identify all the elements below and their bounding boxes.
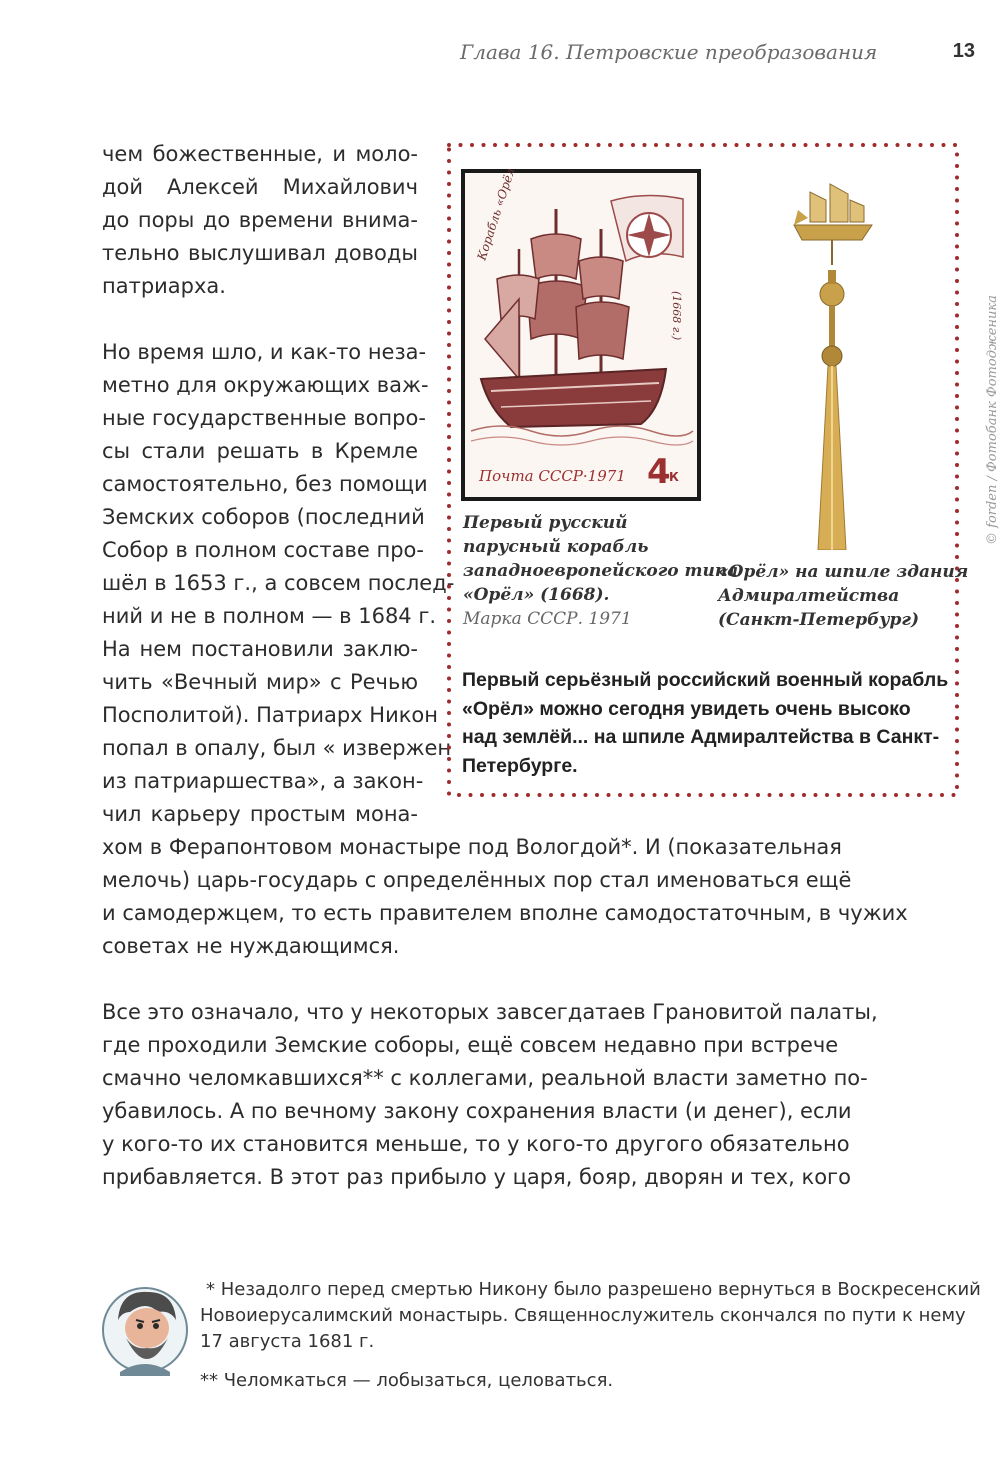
stamp-post-label: Почта СССР·1971 xyxy=(479,467,626,485)
text-line: ний и не в полном — в 1684 г. xyxy=(102,604,437,628)
text-line: Но время шло, и как-то неза- xyxy=(102,340,427,364)
text-line: сы стали решать в Кремле xyxy=(102,439,418,463)
stamp-value: 4 xyxy=(647,452,671,492)
photo-credit: © forden / Фотобанк Фотодженика xyxy=(985,295,1000,545)
fact-line: над землёй... на шпиле Адмиралтейства в Санкт- xyxy=(462,726,940,748)
text-line: самостоятельно, без помощи xyxy=(102,472,428,496)
text-line: мелочь) царь-государь с определённых пор стал именоваться ещё xyxy=(102,868,852,892)
paragraph-2-wide xyxy=(102,831,908,963)
text-line: убавилось. А по вечному закону сохранения власти (и денег), если xyxy=(102,1099,852,1123)
text-line: шёл в 1653 г., а совсем послед- xyxy=(102,571,455,595)
text-line: смачно челомкавшихся** с коллегами, реальной власти заметно по- xyxy=(102,1066,868,1090)
footnote-line: 17 августа 1681 г. xyxy=(200,1331,375,1352)
text-line: чем божественные, и моло- xyxy=(102,142,418,166)
stamp-ship-label: Корабль «Орёл» xyxy=(474,169,520,262)
text-line: Собор в полном составе про- xyxy=(102,538,424,562)
caption-line: Адмиралтейства xyxy=(718,586,900,606)
text-line: советах не нуждающимся. xyxy=(102,934,400,958)
text-line: Посполитой). Патриарх Никон xyxy=(102,703,438,727)
sidebar-fact xyxy=(462,666,952,780)
text-line: где проходили Земские соборы, ещё совсем недавно при встрече xyxy=(102,1033,839,1057)
fact-line: Петербурге. xyxy=(462,754,578,777)
footnote-line: * Незадолго перед смертью Никону было разрешено вернуться в Воскресенский xyxy=(206,1279,981,1300)
text-line: прибавляется. В этот раз прибыло у царя, бояр, дворян и тех, кого xyxy=(102,1165,851,1189)
text-line: дой Алексей Михайлович xyxy=(102,175,418,199)
admiralty-spire-image xyxy=(722,170,940,550)
footnote-line: Новоиерусалимский монастырь. Священнослужитель скончался по пути к нему xyxy=(200,1305,966,1326)
text-line: у кого-то их становится меньше, то у кого-то другого обязательно xyxy=(102,1132,850,1156)
caption-line: парусный корабль xyxy=(463,537,649,557)
text-line: Все это означало, что у некоторых завсегдатаев Грановитой палаты, xyxy=(102,1000,878,1024)
caption-line: «Орёл» (1668). xyxy=(463,585,610,605)
postage-stamp xyxy=(461,169,701,501)
ship-stamp-image xyxy=(461,169,701,501)
caption-stamp xyxy=(463,511,738,631)
caption-spire xyxy=(718,560,968,632)
text-line: На нем постановили заклю- xyxy=(102,637,418,661)
paragraph-1 xyxy=(102,138,418,303)
text-line: патриарха. xyxy=(102,274,226,298)
stamp-currency: К xyxy=(669,470,679,484)
fact-line: «Орёл» можно сегодня увидеть очень высоко xyxy=(462,697,911,720)
footnote-1 xyxy=(200,1277,981,1355)
chapter-title: Глава 16. Петровские преобразования xyxy=(460,40,878,64)
text-line: чил карьеру простым мона- xyxy=(102,802,418,826)
text-line: ные государственные вопро- xyxy=(102,406,426,430)
page-number: 13 xyxy=(952,40,975,62)
text-line: хом в Ферапонтовом монастыре под Вологдой*. И (показательная xyxy=(102,835,842,859)
text-line: чить «Вечный мир» с Речью xyxy=(102,670,418,694)
paragraph-2-narrow xyxy=(102,336,455,831)
caption-line: западноевропейского типа xyxy=(463,561,739,581)
caption-line: (Санкт-Петербург) xyxy=(718,610,920,630)
caption-note: Марка СССР. 1971 xyxy=(463,609,632,629)
text-line: Земских соборов (последний xyxy=(102,505,425,529)
footnote-2: ** Челомкаться — лобызаться, целоваться. xyxy=(200,1370,614,1391)
stamp-year-label: (1668 г.) xyxy=(670,291,683,341)
caption-line: Первый русский xyxy=(463,513,628,533)
narrator-avatar-icon xyxy=(100,1280,190,1380)
text-line: до поры до времени внима- xyxy=(102,208,418,232)
caption-line: «Орёл» на шпиле здания xyxy=(718,562,969,582)
text-line: и самодержцем, то есть правителем вполне самодостаточным, в чужих xyxy=(102,901,908,925)
fact-line: Первый серьёзный российский военный корабль xyxy=(462,669,949,691)
text-line: тельно выслушивал доводы xyxy=(102,241,418,265)
text-line: из патриаршества», а закон- xyxy=(102,769,424,793)
text-line: метно для окружающих важ- xyxy=(102,373,429,397)
text-line: попал в опалу, был « извержен xyxy=(102,736,452,760)
paragraph-3 xyxy=(102,996,878,1194)
